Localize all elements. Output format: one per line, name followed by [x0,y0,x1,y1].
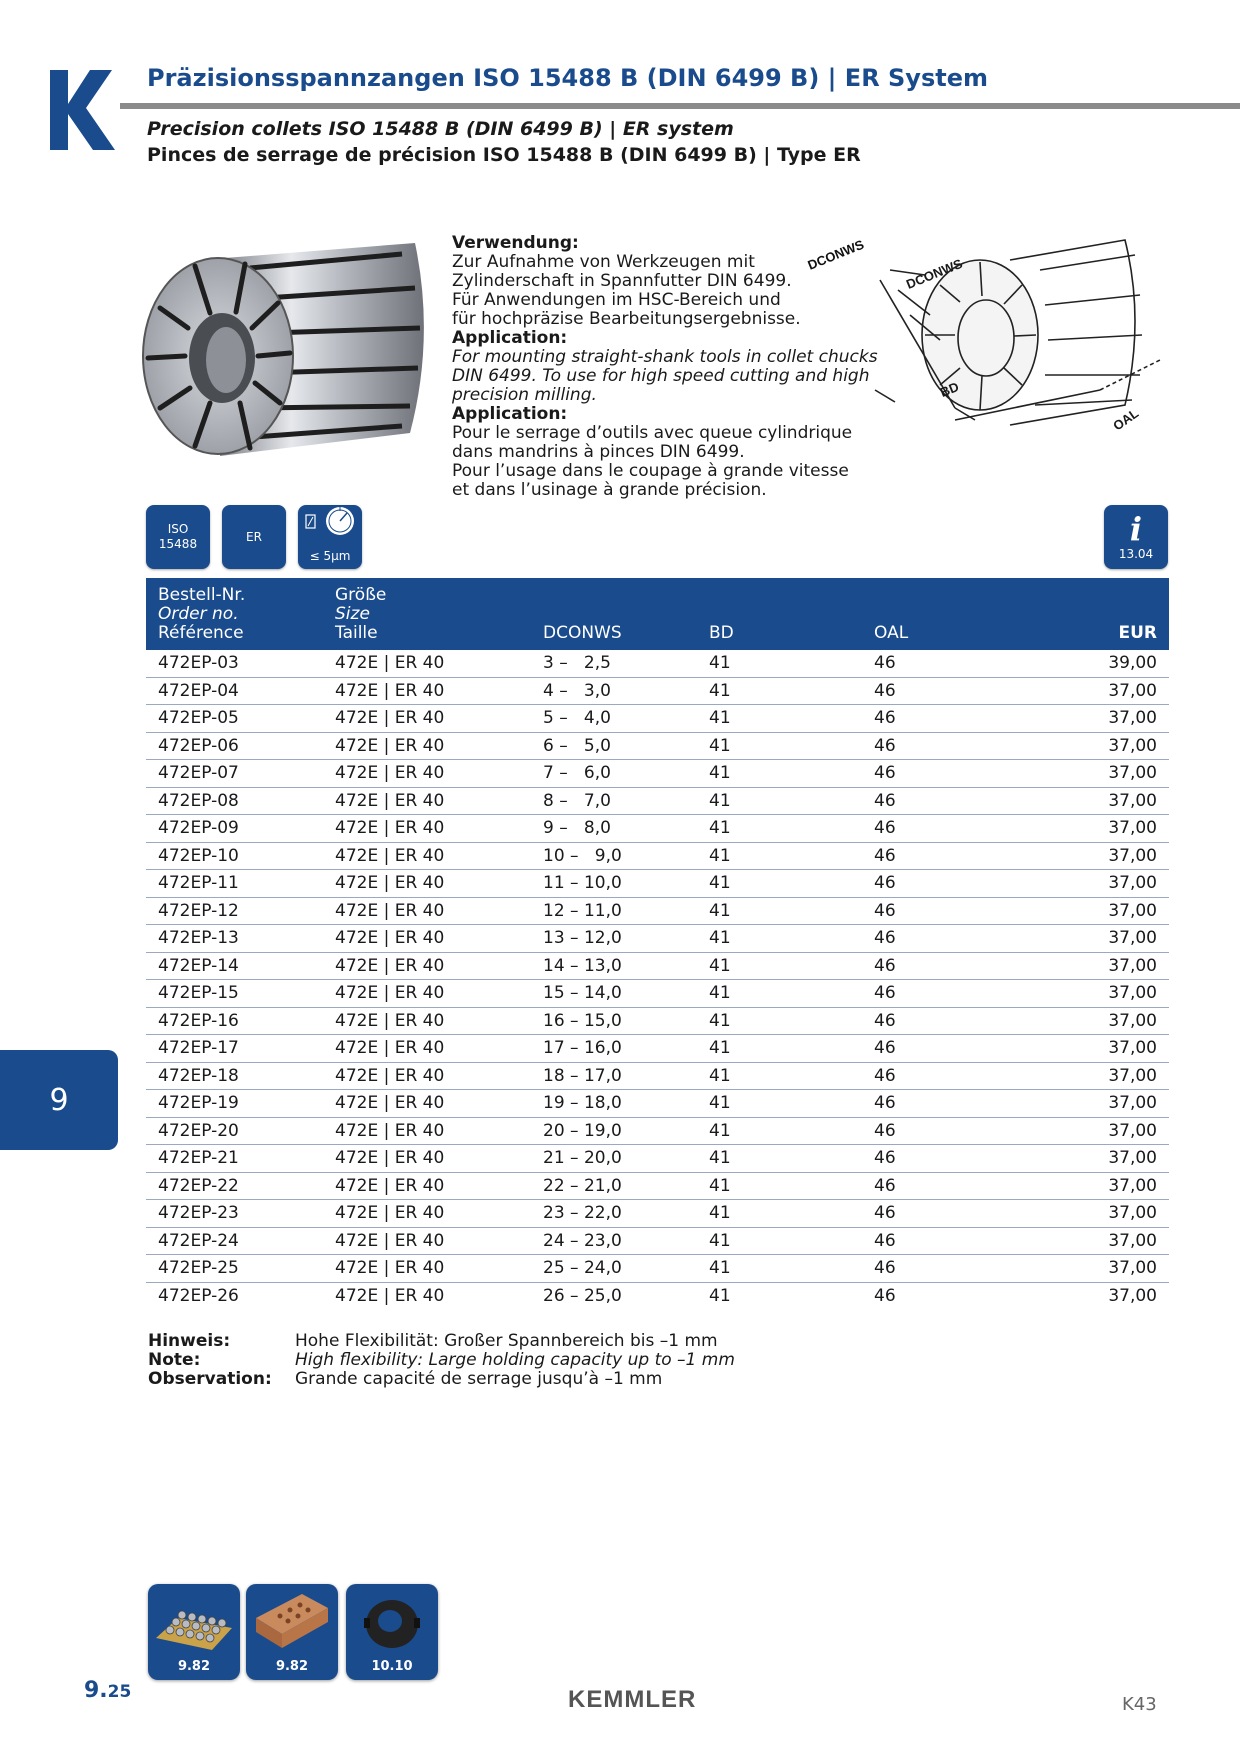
table-row [146,953,1169,981]
header-dconws: DCONWS [543,623,622,643]
iso-badge-line2: 15488 [158,537,198,551]
cell-size: 472E | ER 40 [335,1258,445,1278]
table-row [146,650,1169,678]
cell-oal: 46 [874,680,896,701]
cell-size: 472E | ER 40 [335,763,445,783]
cell-dconws: 25 – 24,0 [543,1258,622,1278]
cell-size: 472E | ER 40 [335,1065,445,1086]
table-body [146,650,1169,1309]
table-row [146,843,1169,871]
cell-price: 37,00 [1108,1148,1157,1168]
svg-text:DCONWS: DCONWS [805,236,867,273]
cell-price: 37,00 [1108,790,1157,811]
accessory-ref: 10.10 [371,1659,413,1674]
usage-line: für hochpräzise Bearbeitungsergebnisse. [452,309,801,329]
table-row [146,925,1169,953]
cell-oal: 46 [874,790,896,811]
cell-dconws: 13 – 12,0 [543,928,622,948]
cell-order-no: 472EP-14 [158,955,239,976]
note-row-en [148,1351,735,1370]
cell-oal: 46 [874,1285,896,1306]
cell-order-no: 472EP-18 [158,1065,239,1086]
cell-size: 472E | ER 40 [335,1093,445,1113]
note-label-de: Hinweis: [148,1331,231,1351]
cell-size: 472E | ER 40 [335,790,445,811]
cell-price: 37,00 [1108,818,1157,838]
cell-dconws: 20 – 19,0 [543,1120,622,1141]
page-code: K43 [1122,1694,1157,1715]
cell-order-no: 472EP-23 [158,1203,239,1223]
table-row [146,1228,1169,1256]
header-bd: BD [709,623,734,643]
cell-dconws: 18 – 17,0 [543,1065,622,1086]
note-text-de: Hohe Flexibilität: Großer Spannbereich bis –1 mm [295,1331,718,1351]
table-row [146,733,1169,761]
cell-order-no: 472EP-16 [158,1010,239,1031]
cell-dconws: 15 – 14,0 [543,983,622,1003]
note-block [148,1332,735,1389]
table-row [146,1173,1169,1201]
cell-price: 37,00 [1108,955,1157,976]
note-text-fr: Grande capacité de serrage jusqu’à –1 mm [295,1369,663,1389]
cell-size: 472E | ER 40 [335,1230,445,1251]
cell-oal: 46 [874,1230,896,1251]
product-table [146,578,1169,1309]
cell-bd: 41 [709,708,731,728]
cell-order-no: 472EP-03 [158,653,239,673]
cell-dconws: 7 – 6,0 [543,763,611,783]
table-row [146,1118,1169,1146]
cell-price: 37,00 [1108,735,1157,756]
cell-dconws: 6 – 5,0 [543,735,611,756]
accessory-ref: 9.82 [177,1659,211,1674]
cell-bd: 41 [709,1120,731,1141]
cell-price: 37,00 [1108,1285,1157,1306]
section-minor: 25 [107,1682,132,1702]
table-row [146,760,1169,788]
cell-bd: 41 [709,955,731,976]
cell-bd: 41 [709,900,731,921]
cell-price: 37,00 [1108,1230,1157,1251]
header-size [335,586,386,643]
header-eur: EUR [1118,623,1157,643]
cell-order-no: 472EP-26 [158,1285,239,1306]
cell-oal: 46 [874,873,896,893]
cell-price: 37,00 [1108,708,1157,728]
cell-oal: 46 [874,735,896,756]
iso-badge-line1: ISO [167,522,189,536]
accessory-collet-set[interactable] [148,1584,240,1680]
cell-size: 472E | ER 40 [335,928,445,948]
info-icon: i [1129,509,1143,548]
cell-price: 37,00 [1108,845,1157,866]
cell-size: 472E | ER 40 [335,680,445,701]
cell-dconws: 16 – 15,0 [543,1010,622,1031]
cell-order-no: 472EP-08 [158,790,239,811]
cell-order-no: 472EP-12 [158,900,239,921]
cell-bd: 41 [709,873,731,893]
cell-size: 472E | ER 40 [335,1175,445,1196]
header-order-no [158,586,245,643]
cell-dconws: 4 – 3,0 [543,680,611,701]
usage-heading-de: Verwendung: [452,233,579,253]
usage-line: For mounting straight-shank tools in collet chucks [452,347,878,367]
cell-bd: 41 [709,1010,731,1031]
usage-line: DIN 6499. To use for high speed cutting and high [452,366,870,386]
cell-oal: 46 [874,955,896,976]
cell-price: 37,00 [1108,1258,1157,1278]
cell-order-no: 472EP-25 [158,1258,239,1278]
drawing-label-dconws: DCONWS [904,255,965,292]
usage-line: precision milling. [452,385,597,405]
cell-bd: 41 [709,1285,731,1306]
cell-price: 37,00 [1108,900,1157,921]
drawing-label-bd: BD [937,379,961,400]
table-row [146,788,1169,816]
cell-oal: 46 [874,983,896,1003]
cell-size: 472E | ER 40 [335,1010,445,1031]
accessory-clamping-nut[interactable] [346,1584,438,1680]
cell-dconws: 8 – 7,0 [543,790,611,811]
cell-bd: 41 [709,983,731,1003]
cell-price: 37,00 [1108,873,1157,893]
cell-oal: 46 [874,763,896,783]
header-size-fr: Taille [335,623,378,643]
clamping-nut-icon [350,1588,434,1654]
cell-size: 472E | ER 40 [335,653,445,673]
table-row [146,1200,1169,1228]
table-row [146,705,1169,733]
usage-heading-fr: Application: [452,404,568,424]
cell-order-no: 472EP-17 [158,1038,239,1058]
cell-order-no: 472EP-09 [158,818,239,838]
cell-oal: 46 [874,928,896,948]
cell-size: 472E | ER 40 [335,708,445,728]
section-major: 9. [84,1678,108,1703]
accessory-ref: 9.82 [275,1659,309,1674]
cell-price: 37,00 [1108,928,1157,948]
usage-line: et dans l’usinage à grande précision. [452,480,767,500]
cell-size: 472E | ER 40 [335,845,445,866]
cell-bd: 41 [709,790,731,811]
cell-order-no: 472EP-05 [158,708,239,728]
usage-line: Pour le serrage d’outils avec queue cylindrique [452,423,853,443]
cell-order-no: 472EP-21 [158,1148,239,1168]
cell-bd: 41 [709,1203,731,1223]
tolerance-label: ≤ 5µm [309,549,351,563]
cell-dconws: 3 – 2,5 [543,653,611,673]
cell-dconws: 24 – 23,0 [543,1230,622,1251]
cell-order-no: 472EP-07 [158,763,239,783]
cell-dconws: 19 – 18,0 [543,1093,622,1113]
cell-size: 472E | ER 40 [335,818,445,838]
wooden-box-icon [250,1588,334,1654]
table-row [146,980,1169,1008]
cell-bd: 41 [709,1175,731,1196]
table-row [146,870,1169,898]
kemmler-k-logo [50,70,120,150]
cell-bd: 41 [709,763,731,783]
table-row [146,1090,1169,1118]
cell-size: 472E | ER 40 [335,1038,445,1058]
cell-price: 37,00 [1108,1203,1157,1223]
cell-bd: 41 [709,735,731,756]
usage-line: Zylinderschaft in Spannfutter DIN 6499. [452,271,792,291]
cell-order-no: 472EP-10 [158,845,239,866]
accessory-wooden-box[interactable] [246,1584,338,1680]
cell-bd: 41 [709,1148,731,1168]
cell-price: 37,00 [1108,1093,1157,1113]
cell-bd: 41 [709,1038,731,1058]
cell-size: 472E | ER 40 [335,1148,445,1168]
cell-oal: 46 [874,845,896,866]
collet-set-icon [152,1588,236,1654]
cell-dconws: 12 – 11,0 [543,900,622,921]
page-title-fr: Pinces de serrage de précision ISO 15488 B (DIN 6499 B) | Type ER [147,144,861,166]
note-text-en: High flexibility: Large holding capacity up to –1 mm [295,1350,735,1370]
cell-dconws: 21 – 20,0 [543,1148,622,1168]
usage-description [452,234,892,500]
table-row [146,1145,1169,1173]
cell-order-no: 472EP-06 [158,735,239,756]
cell-bd: 41 [709,653,731,673]
cell-oal: 46 [874,1258,896,1278]
header-order-en: Order no. [158,604,239,624]
cell-order-no: 472EP-11 [158,873,239,893]
tolerance-badge [298,505,362,569]
cell-bd: 41 [709,818,731,838]
cell-oal: 46 [874,1010,896,1031]
cell-order-no: 472EP-22 [158,1175,239,1196]
cell-oal: 46 [874,1038,896,1058]
table-row [146,815,1169,843]
section-page-number [84,1678,131,1703]
cell-price: 37,00 [1108,763,1157,783]
cell-dconws: 5 – 4,0 [543,708,611,728]
header-rule [120,103,1240,109]
cell-price: 37,00 [1108,1120,1157,1141]
cell-price: 39,00 [1108,653,1157,673]
cell-size: 472E | ER 40 [335,955,445,976]
page-title-en: Precision collets ISO 15488 B (DIN 6499 B) | ER system [147,118,734,140]
table-row [146,678,1169,706]
cell-oal: 46 [874,653,896,673]
cell-bd: 41 [709,1258,731,1278]
header-oal: OAL [874,623,909,643]
cell-price: 37,00 [1108,680,1157,701]
header-order-de: Bestell-Nr. [158,585,246,605]
cell-size: 472E | ER 40 [335,873,445,893]
runout-gauge-icon [300,507,360,543]
cell-order-no: 472EP-24 [158,1230,239,1251]
cell-size: 472E | ER 40 [335,735,445,756]
header-order-fr: Référence [158,623,244,643]
cell-price: 37,00 [1108,983,1157,1003]
info-badge[interactable] [1104,505,1168,569]
cell-oal: 46 [874,708,896,728]
chapter-number: 9 [49,1082,69,1118]
er-badge-label: ER [246,529,262,544]
table-row [146,1008,1169,1036]
cell-bd: 41 [709,1230,731,1251]
cell-oal: 46 [874,900,896,921]
cell-price: 37,00 [1108,1175,1157,1196]
usage-line: Für Anwendungen im HSC-Bereich und [452,290,781,310]
note-label-en: Note: [148,1350,201,1370]
header-size-en: Size [335,604,370,624]
cell-dconws: 17 – 16,0 [543,1038,622,1058]
cell-bd: 41 [709,928,731,948]
cell-order-no: 472EP-15 [158,983,239,1003]
info-reference: 13.04 [1118,546,1154,561]
cell-bd: 41 [709,1093,731,1113]
table-row [146,898,1169,926]
cell-dconws: 10 – 9,0 [543,845,622,866]
note-label-fr: Observation: [148,1369,272,1389]
iso-standard-badge [146,505,210,569]
table-row [146,1255,1169,1283]
cell-order-no: 472EP-13 [158,928,239,948]
cell-price: 37,00 [1108,1038,1157,1058]
cell-price: 37,00 [1108,1010,1157,1031]
cell-oal: 46 [874,1093,896,1113]
cell-order-no: 472EP-20 [158,1120,239,1141]
cell-dconws: 14 – 13,0 [543,955,622,976]
cell-bd: 41 [709,845,731,866]
cell-dconws: 26 – 25,0 [543,1285,622,1306]
cell-oal: 46 [874,818,896,838]
table-row [146,1283,1169,1310]
cell-bd: 41 [709,680,731,701]
chapter-tab[interactable] [0,1050,118,1150]
collet-product-image [140,228,440,468]
page-title-de: Präzisionsspannzangen ISO 15488 B (DIN 6499 B) | ER System [147,64,988,92]
cell-oal: 46 [874,1203,896,1223]
drawing-label-oal: OAL [1110,405,1142,434]
cell-price: 37,00 [1108,1065,1157,1086]
brand-name: KEMMLER [568,1686,697,1713]
cell-order-no: 472EP-04 [158,680,239,701]
cell-order-no: 472EP-19 [158,1093,239,1113]
usage-heading-en: Application: [452,328,568,348]
er-system-badge [222,505,286,569]
cell-dconws: 22 – 21,0 [543,1175,622,1196]
cell-bd: 41 [709,1065,731,1086]
cell-oal: 46 [874,1175,896,1196]
cell-size: 472E | ER 40 [335,983,445,1003]
table-row [146,1063,1169,1091]
cell-size: 472E | ER 40 [335,1203,445,1223]
cell-dconws: 9 – 8,0 [543,818,611,838]
cell-oal: 46 [874,1120,896,1141]
usage-line: Zur Aufnahme von Werkzeugen mit [452,252,755,272]
usage-line: Pour l’usage dans le coupage à grande vitesse [452,461,849,481]
header-size-de: Größe [335,585,387,605]
cell-size: 472E | ER 40 [335,1285,445,1306]
usage-line: dans mandrins à pinces DIN 6499. [452,442,745,462]
cell-dconws: 23 – 22,0 [543,1203,622,1223]
cell-oal: 46 [874,1148,896,1168]
table-row [146,1035,1169,1063]
cell-size: 472E | ER 40 [335,900,445,921]
cell-size: 472E | ER 40 [335,1120,445,1141]
note-row-fr [148,1370,735,1389]
note-row-de [148,1332,735,1351]
cell-oal: 46 [874,1065,896,1086]
cell-dconws: 11 – 10,0 [543,873,622,893]
table-header [146,578,1169,650]
